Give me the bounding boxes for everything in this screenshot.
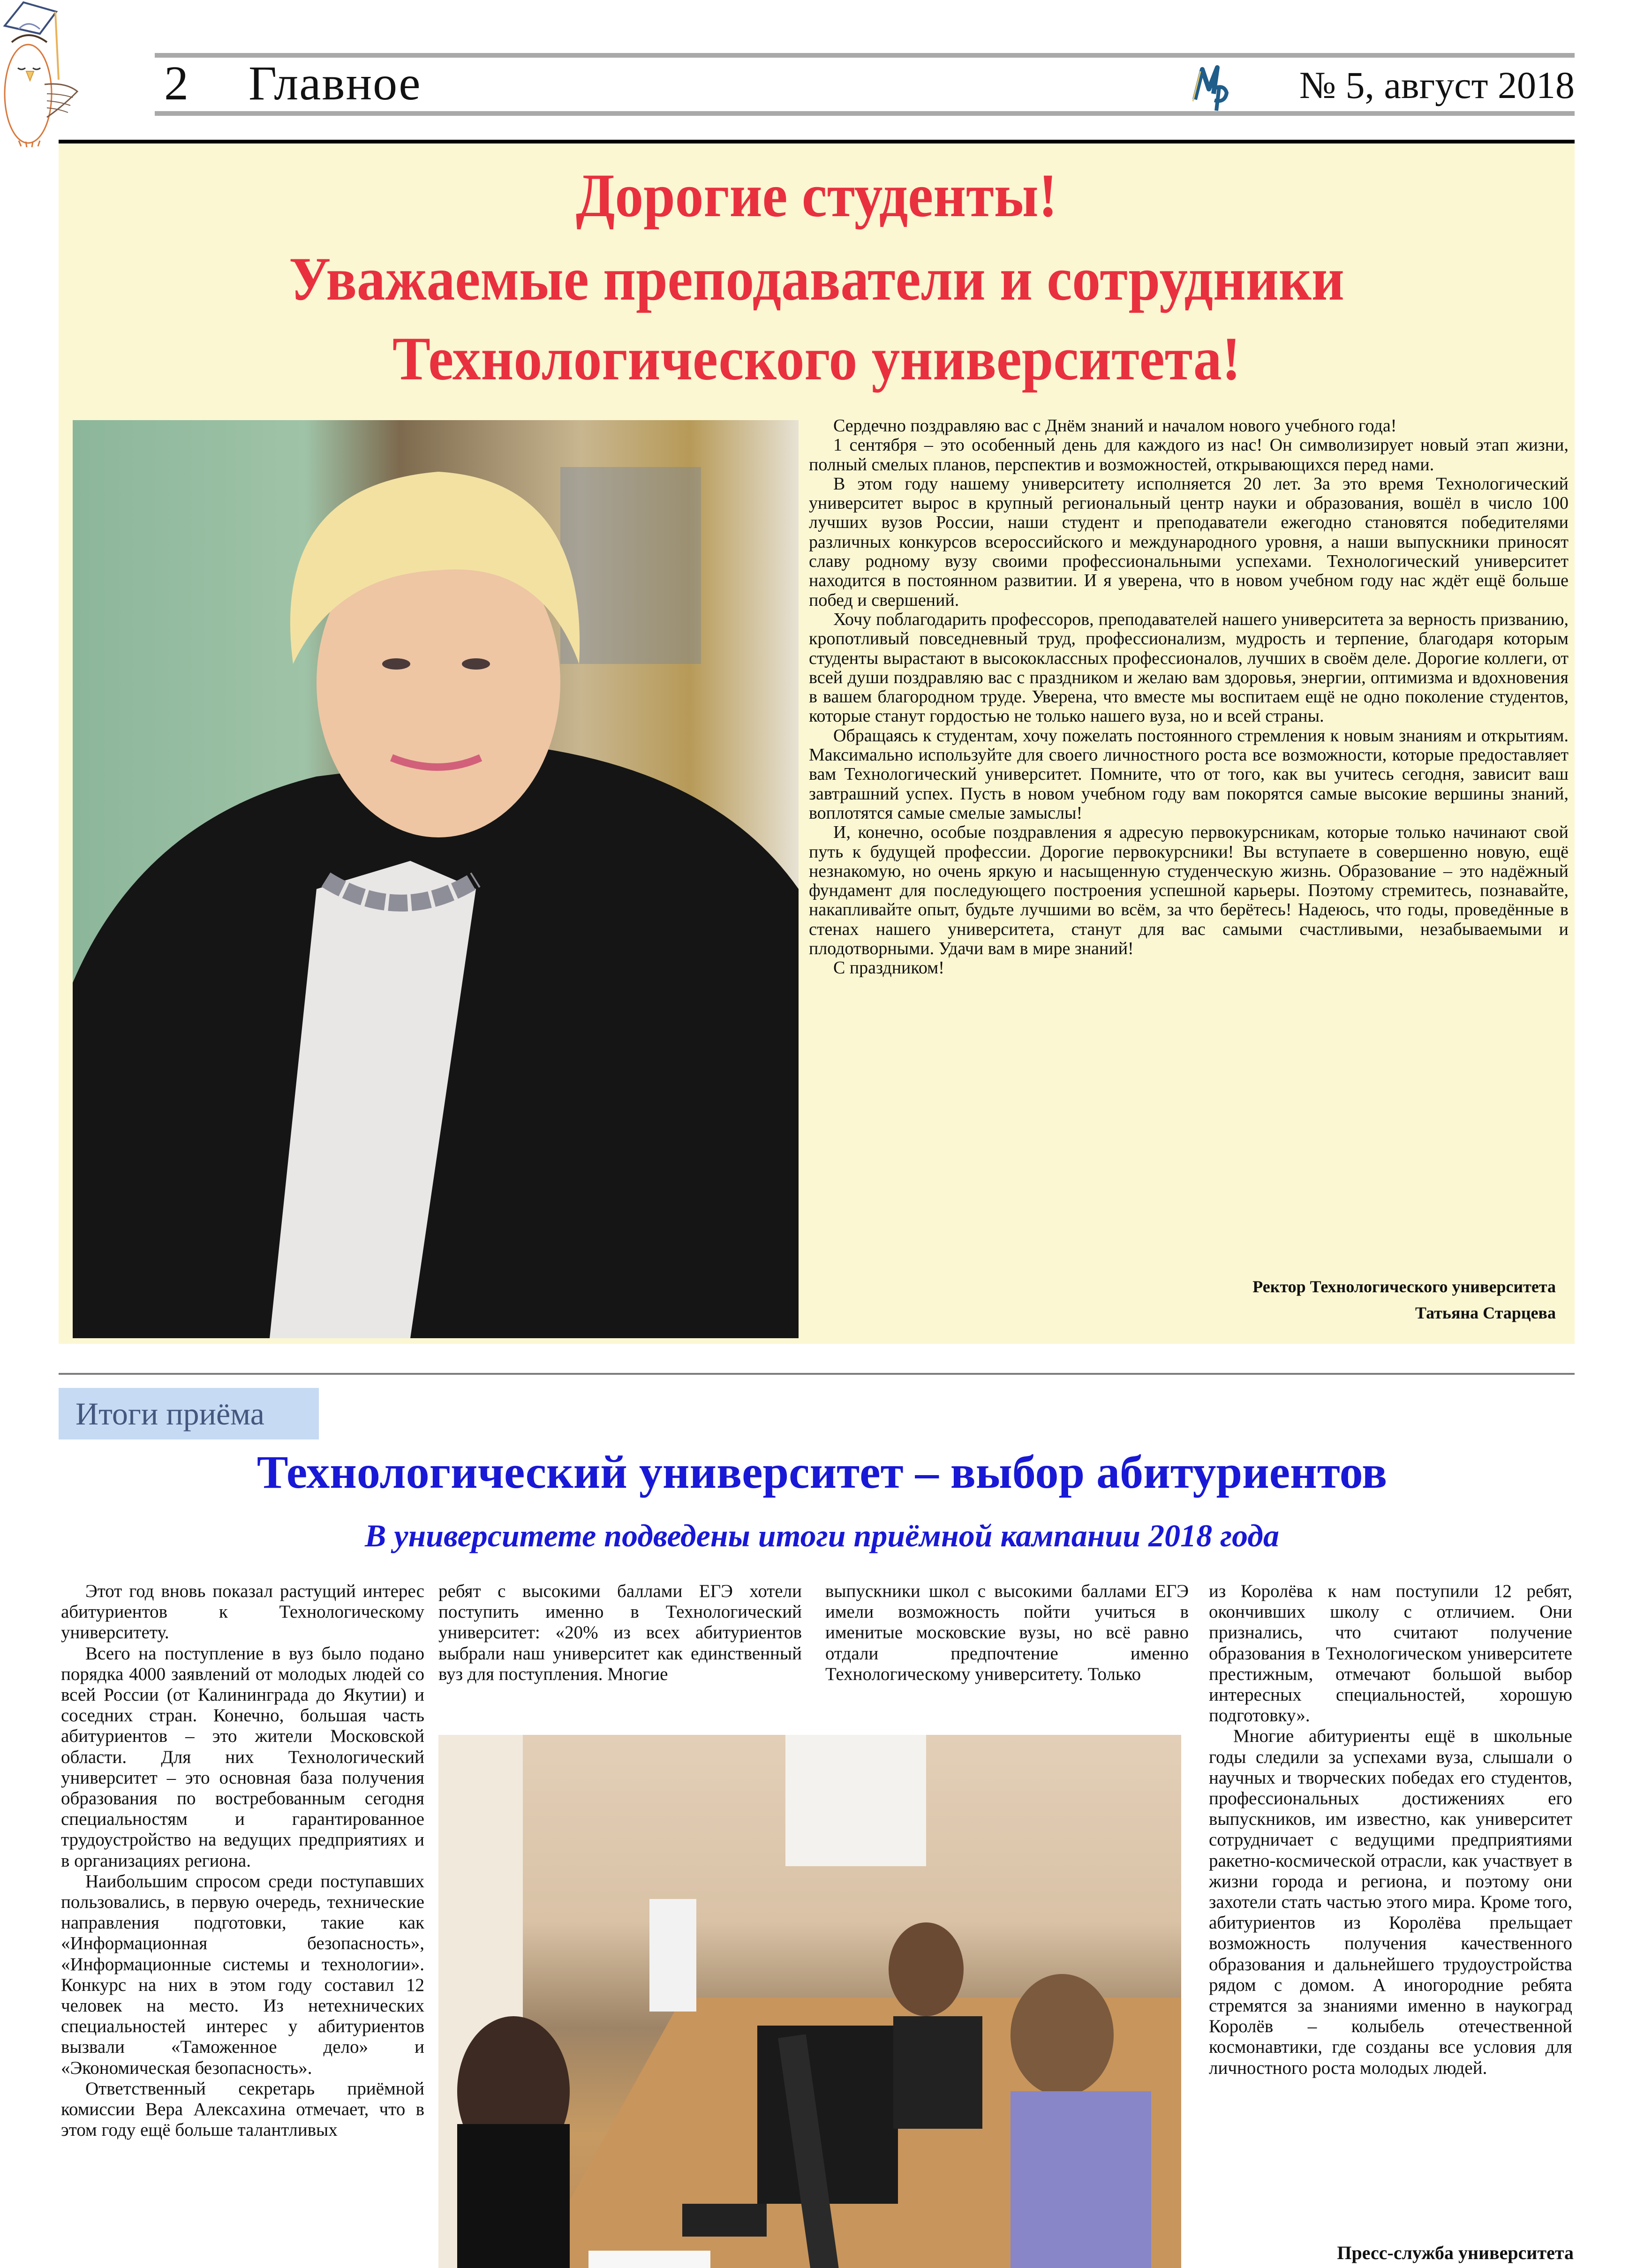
admission-office-photo — [438, 1735, 1181, 2268]
press-service-credit: Пресс-служба университета — [1337, 2242, 1574, 2263]
signature-name: Татьяна Старцева — [1415, 1304, 1556, 1322]
issue-number: № 5, август 2018 — [1299, 64, 1575, 106]
newspaper-logo-icon — [1186, 61, 1238, 113]
admission-photo-illustration — [438, 1735, 1181, 2268]
letter-paragraph: И, конечно, особые поздравления я адресую первокурсникам, которые только начинают свой путь к будущей профессии. Дорогие первокурсники! Вы вступаете в совершенно новую, ещё незнакомую, но очень яркую и насыщенную студенческую жизнь. Образование – это надёжный фундамент для последующего построения успешной карьеры. Поэтому стремитесь, познавайте, накапливайте опыт, будьте лучшими во всём, за что берётесь! Надеюсь, что годы, проведённые в стенах нашего университета, станут для вас самыми счастливыми, незабываемыми и плодотворными. Удачи вам в мире знаний! — [809, 822, 1569, 959]
signature-title: Ректор Технологического университета — [1252, 1277, 1556, 1296]
letter-paragraph: 1 сентября – это особенный день для каждого из нас! Он символизирует новый этап жизни, полный смелых планов, перспектив и возможностей, открывающихся перед нами. — [809, 435, 1569, 475]
portrait-illustration — [73, 420, 799, 1338]
article-column-1 — [61, 1581, 424, 2140]
greeting-top-rule — [59, 140, 1575, 143]
article-paragraph: Всего на поступление в вуз было подано порядка 4000 заявлений от молодых людей со всей России (от Калининграда до Якутии) и соседних стран. Конечно, большая часть абитуриентов – это жители Московской области. Для них Технологический университет – это основная база получения образования по востребованным сегодня специальностям и гарантированное трудоустройство на ведущих предприятиях и в организациях региона. — [61, 1643, 424, 1871]
letter-paragraph: В этом году нашему университету исполняется 20 лет. За это время Технологический университет вырос в крупный региональный центр науки и образования, вошёл в число 100 лучших вузов России, наши студент и преподаватели ежегодно становятся победителями различных конкурсов всероссийского и международного уровня, а наши выпускники приносят славу родному вузу своими профессиональными успехами. Технологический университет находится в постоянном развитии. И я уверена, что в новом учебном году нас ждёт ещё больше побед и свершений. — [809, 474, 1569, 610]
article-paragraph: ребят с высокими баллами ЕГЭ хотели поступить именно в Технологический университет: «20% из всех абитуриентов выбрали наш университет как единственный вуз для поступления. Многие — [438, 1581, 802, 1684]
section-title: Главное — [249, 56, 422, 110]
greeting-letter — [809, 416, 1569, 978]
headline-line-2: Уважаемые преподаватели и сотрудники — [289, 244, 1344, 313]
article-paragraph: Многие абитуриенты ещё в школьные годы следили за успехами вуза, слышали о научных и творческих победах его студентов, профессиональных достижениях его выпускников, им известно, как университет сотрудничает с ведущими предприятиями ракетно-космической отрасли, как участвует в жизни города и региона, и поэтому они захотели стать частью этого мира. Кроме того, абитуриентов из Королёва прельщает возможность получения качественного образования и дальнейшего трудоустройства рядом с домом. А иногородние ребята стремятся за знаниями именно в наукоград Королёв – колыбель отечественной космонавтики, где созданы все условия для личностного роста молодых людей. — [1209, 1726, 1572, 2078]
letter-paragraph: С праздником! — [833, 958, 944, 978]
rubric-tag: Итоги приёма — [59, 1388, 319, 1439]
header-bottom-rule — [155, 111, 1575, 116]
article-paragraph: из Королёва к нам поступили 12 ребят, окончивших школу с отличием. Они признались, что считают получение образования в Технологическом университете престижным, отмечают большой выбор интересных специальностей, хорошую подготовку». — [1209, 1581, 1572, 1726]
owl-mascot-icon — [0, 0, 159, 150]
page-number: 2 — [164, 56, 189, 110]
greeting-block — [59, 143, 1575, 1344]
article-paragraph: Ответственный секретарь приёмной комиссии Вера Алексахина отмечает, что в этом году ещё больше талантливых — [61, 2078, 424, 2140]
letter-paragraph: Обращаясь к студентам, хочу пожелать постоянного стремления к новым знаниям и открытиям. Максимально используйте для своего личностного роста все возможности, которые предоставляет вам Технологический университет. Помните, что от того, как вы учитесь сегодня, зависит ваш завтрашний успех. Пусть в новом учебном году вам покорятся самые высокие вершины знаний, воплотятся самые смелые замыслы! — [809, 725, 1569, 823]
article-paragraph: Наибольшим спросом среди поступавших пользовались, в первую очередь, технические направления подготовки, такие как «Информационная безопасность», «Информационные системы и технологии». Конкурс на них в этом году составил 12 человек на место. Из нетехнических специальностей интерес у абитуриентов вызвали «Таможенное дело» и «Экономическая безопасность». — [61, 1871, 424, 2078]
headline-line-1: Дорогие студенты! — [575, 161, 1058, 230]
article-subtitle: В университете подведены итоги приёмной кампании 2018 года — [364, 1518, 1280, 1553]
article-paragraph: выпускники школ с высокими баллами ЕГЭ имели возможность пойти учиться в именитые московские вузы, но всё равно отдали предпочтение именно Технологическому университету. Только — [825, 1581, 1189, 1684]
article-paragraph: Этот год вновь показал растущий интерес абитуриентов к Технологическому университету. — [61, 1581, 424, 1643]
rector-portrait-photo — [73, 420, 799, 1338]
letter-paragraph: Сердечно поздравляю вас с Днём знаний и началом нового учебного года! — [833, 416, 1397, 436]
letter-signature — [1252, 1273, 1556, 1326]
article-title: Технологический университет – выбор абитуриентов — [256, 1446, 1388, 1498]
article-column-4 — [1209, 1581, 1572, 2079]
headline-line-3: Технологического университета! — [392, 324, 1241, 393]
article-top-rule — [59, 1373, 1575, 1375]
article-column-3 — [825, 1581, 1189, 1685]
article-column-2 — [438, 1581, 802, 1685]
letter-paragraph: Хочу поблагодарить профессоров, преподавателей нашего университета за верность призванию, кропотливый повседневный труд, профессионализм, мудрость и терпение, благодаря которым студенты вырастают в высококлассных профессионалов, лучших в своём деле. Дорогие коллеги, от всей души поздравляю вас с праздником и желаю вам здоровья, энергии, оптимизма и вдохновения в вашем благородном труде. Уверена, что вместе мы воспитаем ещё не одно поколение студентов, которые станут гордостью не только нашего вуза, но и всей страны. — [809, 609, 1569, 726]
